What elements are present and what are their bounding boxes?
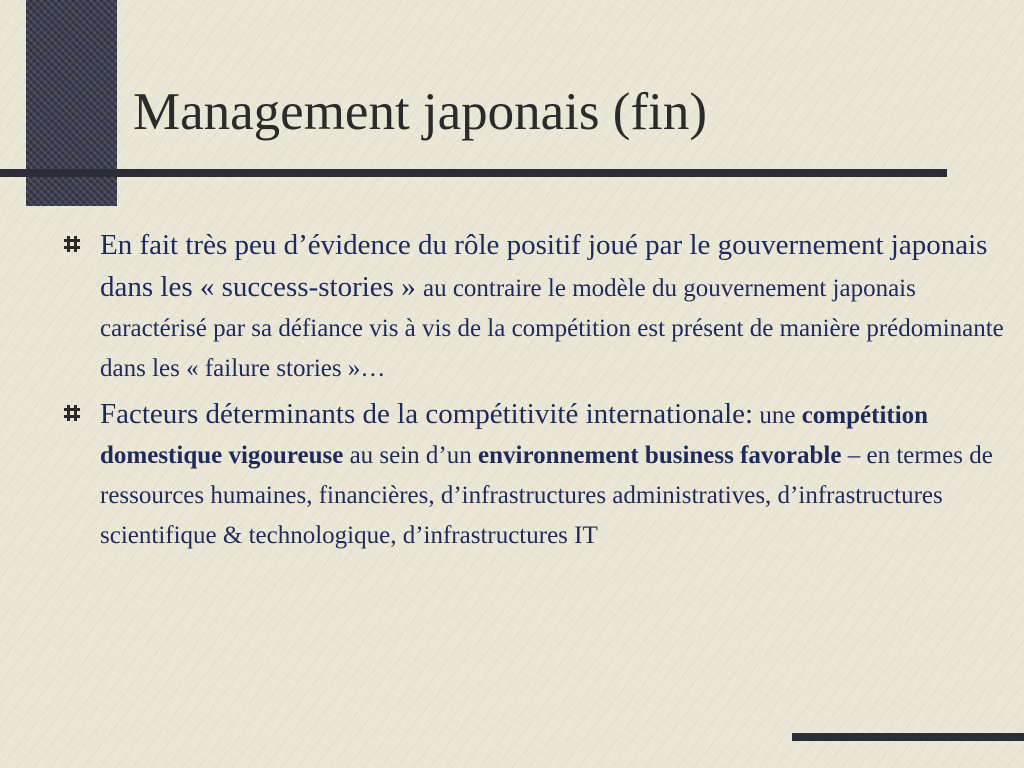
bullet-item-1 [62, 224, 1017, 389]
bullet-2-small-text-3: – en termes de ressources humaines, financières, d’infrastructures administratives, d’infrastructures scientifique & technologique, d’infrastructures IT [100, 442, 993, 549]
bullet-1-large-text: En fait très peu d’évidence du rôle positif joué par le gouvernement japonais dans les « success-stories » [100, 229, 988, 303]
bottom-accent-rule [792, 733, 1024, 741]
bullet-2-bold-text-2: environnement business favorable [478, 442, 842, 469]
bullet-item-2 [62, 393, 1017, 556]
bullet-2-large-text: Facteurs déterminants de la compétitivité internationale: [100, 398, 754, 430]
bullet-list [62, 224, 1017, 560]
title-underline-rule [0, 169, 947, 177]
hash-bullet-icon [63, 235, 81, 253]
hash-bullet-icon [63, 404, 81, 422]
slide-title: Management japonais (fin) [133, 83, 707, 141]
bullet-2-bold-text-1: compétition domestique vigoureuse [100, 402, 929, 469]
bullet-1-small-text: au contraire le modèle du gouvernement japonais caractérisé par sa défiance vis à vis de la compétition est présent de manière prédominante dans les « failure stories »… [100, 275, 1004, 382]
bullet-2-small-text-2: au sein d’un [343, 442, 479, 469]
bullet-2-small-text-1: une [753, 402, 802, 429]
